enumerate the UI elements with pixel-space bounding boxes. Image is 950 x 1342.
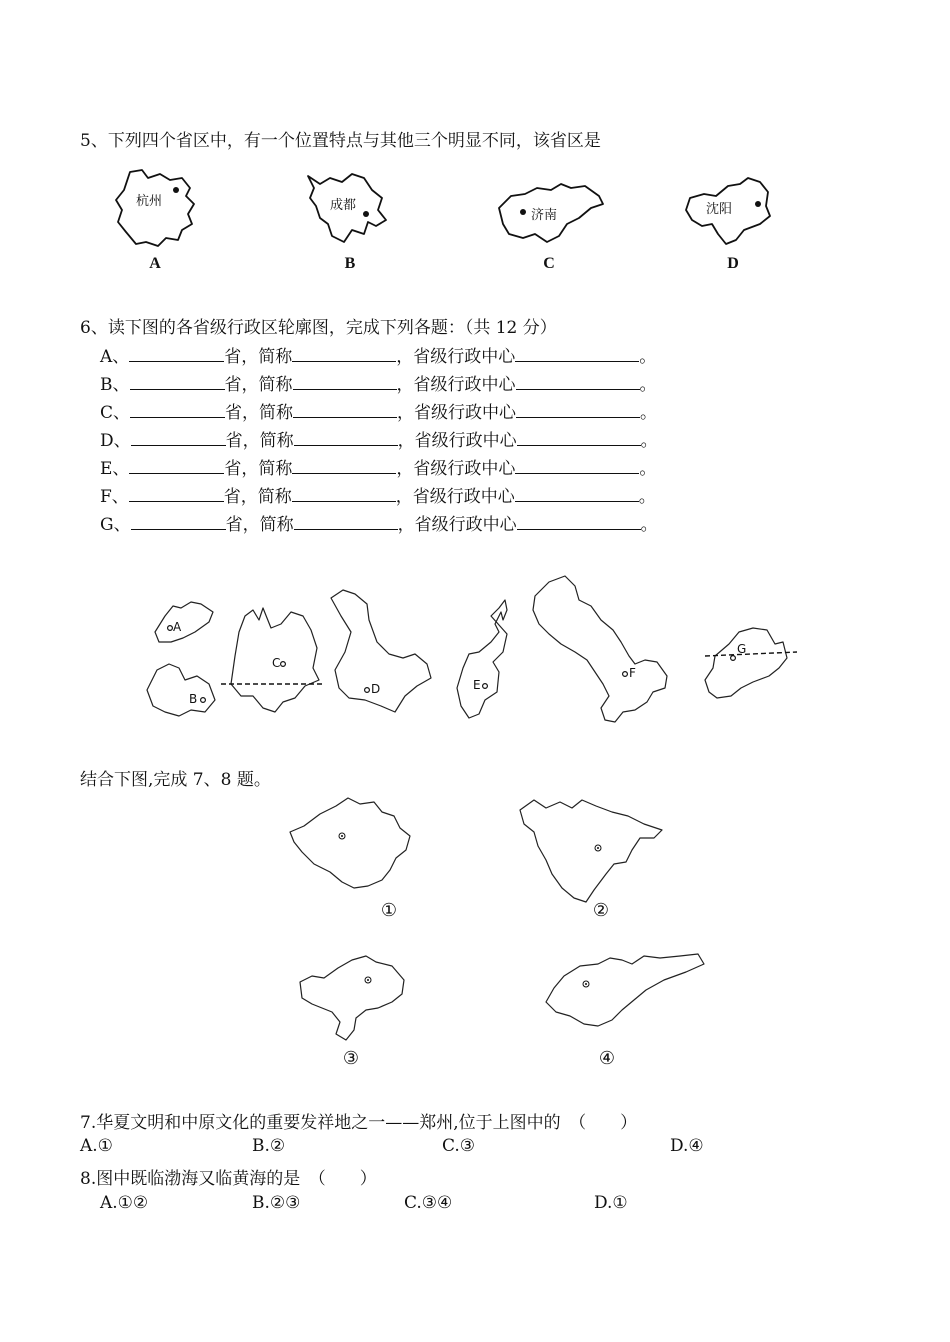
end-mark: 。 [639, 375, 657, 395]
q78-label-2: ② [592, 900, 610, 921]
q5-map-c-city: 济南 [531, 208, 558, 223]
q5-label-a: A [149, 255, 161, 272]
q8-option-c[interactable]: C.③④ [404, 1193, 453, 1213]
end-mark: 。 [639, 347, 657, 367]
abbr-blank[interactable] [293, 401, 397, 418]
q78-map-3 [296, 952, 412, 1044]
q78-map-4 [540, 950, 710, 1034]
question-7-text: 7.华夏文明和中原文化的重要发祥地之一——郑州,位于上图中的 （ ） [80, 1113, 638, 1133]
abbr-blank[interactable] [294, 429, 398, 446]
province-blank[interactable] [129, 485, 224, 502]
q6-map-label-g: G [737, 642, 747, 656]
q8-option-a[interactable]: A.①② [100, 1193, 149, 1213]
province-blank[interactable] [130, 373, 225, 390]
q78-map-3-outline [296, 952, 412, 1044]
end-mark: 。 [638, 487, 656, 507]
q6-row-letter: F、 [100, 487, 129, 507]
q6-row-letter: B、 [100, 375, 130, 395]
word-province: 省，简称 [225, 515, 294, 535]
center-blank[interactable] [516, 401, 640, 418]
q6-map-label-f: F [629, 666, 636, 680]
center-blank[interactable] [515, 485, 639, 502]
q78-label-1: ① [380, 900, 398, 921]
q5-label-d: D [727, 255, 739, 272]
province-blank[interactable] [129, 345, 224, 362]
q7-option-c[interactable]: C.③ [442, 1136, 476, 1156]
word-center: ，省级行政中心 [397, 431, 517, 451]
word-center: ，省级行政中心 [397, 515, 517, 535]
q78-label-3: ③ [342, 1048, 360, 1069]
end-mark: 。 [640, 515, 658, 535]
word-province: 省，简称 [224, 459, 293, 479]
word-center: ，省级行政中心 [397, 403, 517, 423]
center-blank[interactable] [517, 429, 641, 446]
word-center: ，省级行政中心 [396, 459, 516, 479]
center-blank[interactable] [515, 457, 639, 474]
q6-row-b [100, 370, 657, 394]
province-blank[interactable] [131, 513, 226, 530]
abbr-blank[interactable] [293, 373, 397, 390]
q6-maps-outlines [135, 572, 800, 727]
q5-map-a [112, 168, 202, 250]
q78-map-1 [284, 796, 424, 896]
q6-map-label-a: A [173, 620, 182, 634]
q5-map-a-outline [112, 168, 202, 250]
q5-map-b [302, 170, 392, 248]
q6-map-label-b: B [189, 692, 198, 706]
q6-row-letter: G、 [100, 515, 131, 535]
word-center: ，省级行政中心 [396, 375, 516, 395]
question-8-text: 8.图中既临渤海又临黄海的是 （ ） [80, 1169, 377, 1189]
q78-map-2-outline [516, 794, 666, 906]
q5-label-b: B [344, 255, 356, 272]
center-blank[interactable] [515, 345, 639, 362]
q6-row-d [100, 426, 658, 450]
q6-row-g [100, 510, 658, 534]
q6-row-f [100, 482, 656, 506]
province-blank[interactable] [130, 401, 225, 418]
word-province: 省，简称 [224, 375, 293, 395]
abbr-blank[interactable] [292, 457, 396, 474]
q8-option-d[interactable]: D.① [594, 1193, 628, 1213]
q5-map-d [682, 176, 778, 248]
end-mark: 。 [640, 403, 658, 423]
q78-map-4-outline [540, 950, 710, 1034]
center-blank[interactable] [516, 373, 640, 390]
q6-map-label-e: E [473, 678, 481, 692]
word-province: 省，简称 [225, 403, 294, 423]
q6-row-letter: E、 [100, 459, 130, 479]
end-mark: 。 [640, 431, 658, 451]
word-province: 省，简称 [223, 487, 292, 507]
q6-row-e [100, 454, 656, 478]
q5-map-b-city: 成都 [330, 198, 357, 213]
q6-row-letter: D、 [100, 431, 131, 451]
abbr-blank[interactable] [292, 485, 396, 502]
abbr-blank[interactable] [294, 513, 398, 530]
q6-row-a [100, 342, 656, 366]
q5-map-c [495, 180, 607, 246]
q7-option-d[interactable]: D.④ [670, 1136, 704, 1156]
q6-map-label-d: D [371, 682, 381, 696]
q7-option-a[interactable]: A.① [80, 1136, 113, 1156]
province-blank[interactable] [131, 429, 226, 446]
q6-row-letter: A、 [100, 347, 130, 367]
q6-maps-strip [135, 572, 800, 727]
word-center: ，省级行政中心 [396, 347, 516, 367]
end-mark: 。 [639, 459, 657, 479]
center-blank[interactable] [517, 513, 641, 530]
word-province: 省，简称 [225, 431, 294, 451]
q7-option-b[interactable]: B.② [252, 1136, 286, 1156]
q78-map-2 [516, 794, 666, 906]
abbr-blank[interactable] [292, 345, 396, 362]
q6-map-label-c: C [272, 656, 281, 670]
q78-label-4: ④ [598, 1048, 616, 1069]
q78-map-1-outline [284, 796, 424, 896]
q6-row-c [100, 398, 657, 422]
q5-label-c: C [543, 255, 555, 272]
q5-map-d-city: 沈阳 [706, 202, 733, 217]
question-5-text: 5、下列四个省区中，有一个位置特点与其他三个明显不同，该省区是 [80, 131, 601, 151]
q8-option-b[interactable]: B.②③ [252, 1193, 301, 1213]
q6-row-letter: C、 [100, 403, 131, 423]
question-6-text: 6、读下图的各省级行政区轮廓图，完成下列各题：（共 12 分） [80, 318, 557, 338]
word-province: 省，简称 [224, 347, 293, 367]
province-blank[interactable] [129, 457, 224, 474]
q5-map-a-city: 杭州 [136, 194, 163, 209]
word-center: ，省级行政中心 [395, 487, 515, 507]
q78-intro: 结合下图,完成 7、8 题。 [80, 770, 271, 790]
